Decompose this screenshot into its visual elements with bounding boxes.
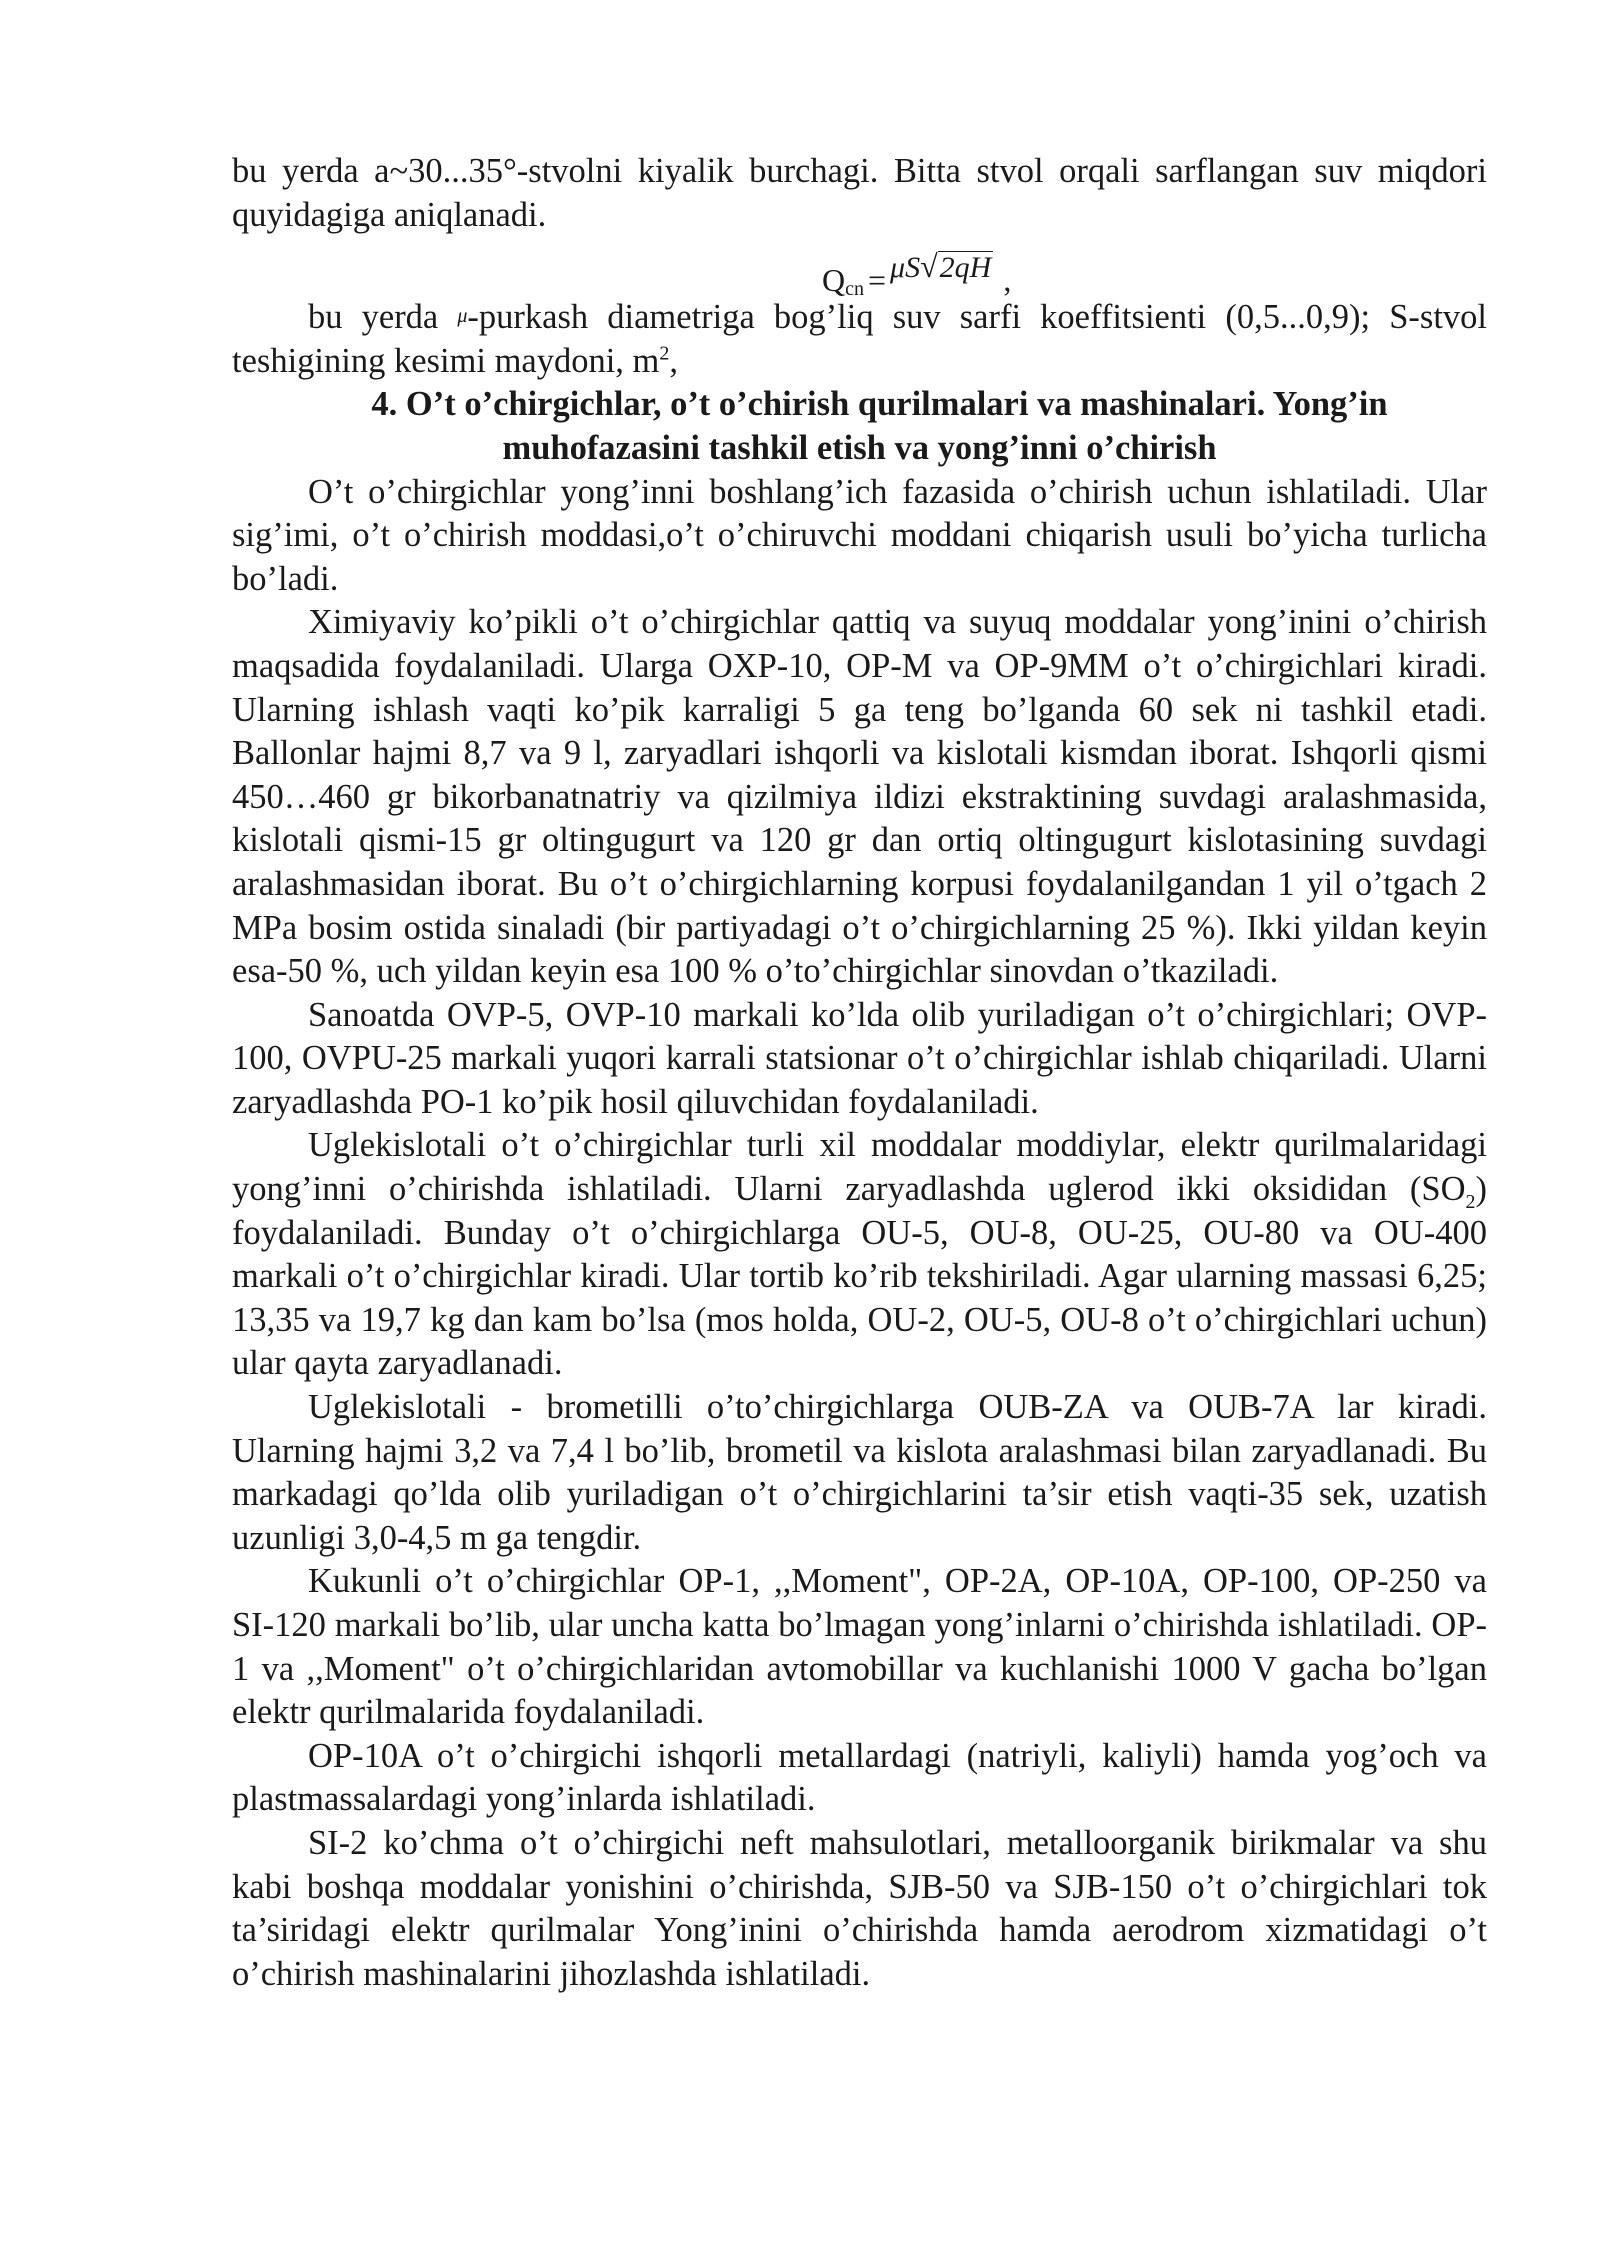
definition-text: -purkash diametriga bog’liq suv sarfi koeffitsienti (0,5...0,9); S-stvol teshigining kesimi maydoni, m xyxy=(232,298,1487,380)
formula-lhs: Q xyxy=(822,262,846,299)
paragraph-4 xyxy=(232,1124,1487,1386)
formula-comma: , xyxy=(1003,262,1012,299)
section-heading-line-1: 4. O’t o’chirgichlar, o’t o’chirish qurilmalari va mashinalari. Yong’in xyxy=(371,385,1388,424)
section-heading xyxy=(232,383,1487,470)
formula-s: S xyxy=(905,251,921,285)
definition-superscript: 2 xyxy=(659,342,670,365)
paragraph-6: Kukunli o’t o’chirgichlar OP-1, ,,Moment", OP-2A, OP-10A, OP-100, OP-250 va SI-120 markali bo’lib, ular uncha katta bo’lmagan yong’inlarni o’chirishda ishlatiladi. OP-1 va ,,Moment" o’t o’chirgichlaridan avtomobillar va kuchlanishi 1000 V gacha bo’lgan elektr qurilmalarida foydalaniladi. xyxy=(232,1562,1487,1732)
formula-mu: μ xyxy=(890,251,906,285)
formula-equals: = xyxy=(868,262,887,299)
document-page xyxy=(232,150,1487,1996)
paragraph-3: Sanoatda OVP-5, OVP-10 markali ko’lda olib yuriladigan o’t o’chirgichlari; OVP-100, OVPU-25 markali yuqori karrali statsionar o’t o’chirgichlar ishlab chiqariladi. Ularni zaryadlashda PO-1 ko’pik hosil qiluvchidan foydalaniladi. xyxy=(232,995,1487,1121)
paragraph-5: Uglekislotali - brometilli o’to’chirgichlarga OUB-ZA va OUB-7A lar kiradi. Ularning hajmi 3,2 va 7,4 l bo’lib, brometil va kislota aralashmasi bilan zaryadlanadi. Bu markadagi qo’lda olib yuriladigan o’t o’chirgichlarini ta’sir etish vaqti-35 sek, uzatish uzunligi 3,0-4,5 m ga tengdir. xyxy=(232,1388,1487,1557)
definition-end: , xyxy=(669,341,679,380)
definition-paragraph xyxy=(232,295,1487,383)
formula-radical-sign: √ xyxy=(920,248,938,285)
paragraph-4-end: ) foydalaniladi. Bunday o’t o’chirgichlarga OU-5, OU-8, OU-25, OU-80 va OU-400 markali o’t o’chirgichlar kiradi. Ular tortib ko’rib tekshiriladi. Agar ularning massasi 6,25; 13,35 va 19,7 kg dan kam bo’lsa (mos holda, OU-2, OU-5, OU-8 o’t o’chirgichlari uchun) ular qayta zaryadlanadi. xyxy=(232,1170,1487,1383)
definition-prefix: bu yerda xyxy=(308,298,458,337)
flow-rate-formula xyxy=(232,237,1487,301)
paragraph-8: SI-2 ko’chma o’t o’chirgichi neft mahsulotlari, metalloorganik birikmalar va shu kabi boshqa moddalar yonishini o’chirishda, SJB-50 va SJB-150 o’t o’chirgichlari tok ta’siridagi elektr qurilmalar Yong’inini o’chirishda hamda aerodrom xizmatidagi o’t o’chirish mashinalarini jihozlashda ishlatiladi. xyxy=(232,1823,1487,1993)
formula-radicand: 2qH xyxy=(939,251,992,285)
co2-subscript: 2 xyxy=(1465,1190,1476,1213)
paragraph-7: OP-10A o’t o’chirgichi ishqorli metallardagi (natriyli, kaliyli) hamda yog’och va plastmassalardagi yong’inlarda ishlatiladi. xyxy=(232,1736,1487,1819)
paragraph-2: Ximiyaviy ko’pikli o’t o’chirgichlar qattiq va suyuq moddalar yong’inini o’chirish maqsadida foydalaniladi. Ularga OXP-10, OP-M va OP-9MM o’t o’chirgichlari kiradi. Ularning ishlash vaqti ko’pik karraligi 5 ga teng bo’lganda 60 sek ni tashkil etadi. Ballonlar hajmi 8,7 va 9 l, zaryadlari ishqorli va kislotali kismdan iborat. Ishqorli qismi 450…460 gr bikorbanatnatriy va qizilmiya ildizi ekstraktining suvdagi aralashmasida, kislotali qismi-15 gr oltingugurt va 120 gr dan ortiq oltingugurt kislotasining suvdagi aralashmasidan iborat. Bu o’t o’chirgichlarning korpusi foydalanilgandan 1 yil o’tgach 2 MPa bosim ostida sinaladi (bir partiyadagi o’t o’chirgichlarning 25 %). Ikki yildan keyin esa-50 %, uch yildan keyin esa 100 % o’to’chirgichlar sinovdan o’tkaziladi. xyxy=(232,603,1487,991)
paragraph-1: O’t o’chirgichlar yong’inni boshlang’ich fazasida o’chirish uchun ishlatiladi. Ular sig’imi, o’t o’chirish moddasi,o’t o’chiruvchi moddani chiqarish usuli bo’yicha turlicha bo’ladi. xyxy=(232,472,1487,598)
intro-paragraph: bu yerda a~30...35°-stvolni kiyalik burchagi. Bitta stvol orqali sarflangan suv miqdori quyidagiga aniqlanadi. xyxy=(232,152,1487,234)
paragraph-4-start: Uglekislotali o’t o’chirgichlar turli xil moddalar moddiylar, elektr qurilmalaridagi yong’inni o’chirishda ishlatiladi. Ularni zaryadlashda uglerod ikki oksididan (SO xyxy=(232,1126,1487,1209)
definition-symbol: μ xyxy=(457,305,468,328)
section-heading-line-2: muhofazasini tashkil etish va yong’inni o’chirish xyxy=(502,428,1217,467)
formula-subscript: cn xyxy=(845,278,864,301)
